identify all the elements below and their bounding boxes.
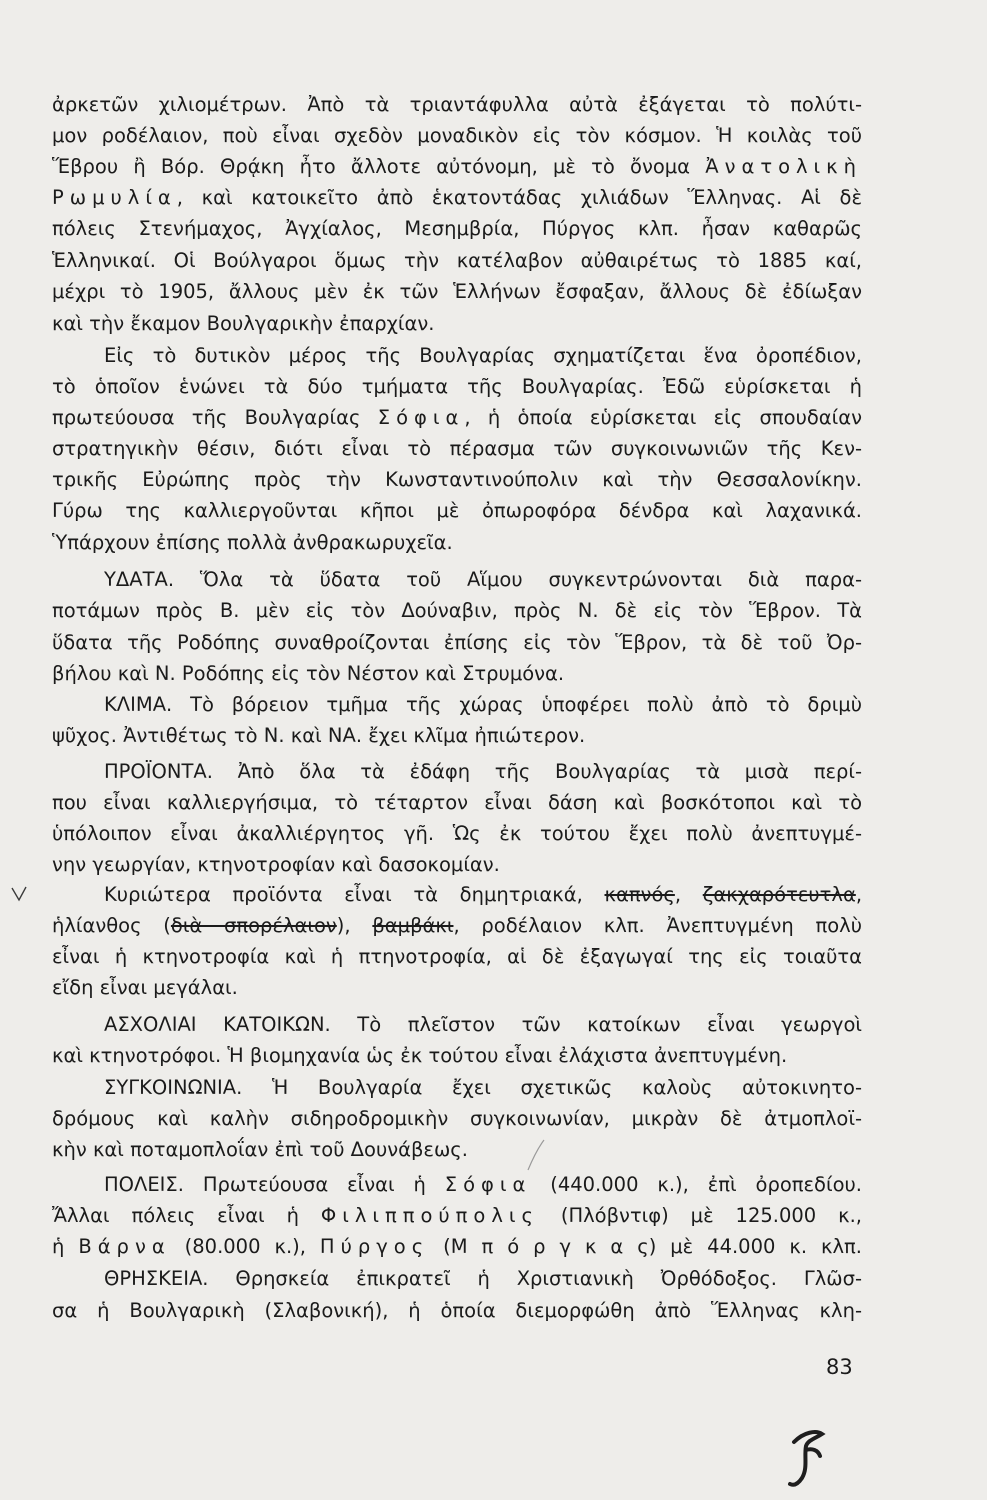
text-line-36	[52, 1201, 862, 1231]
spaced-term: Σόφια	[444, 1173, 532, 1196]
text-line-15: Ὑπάρχουν ἐπίσης πολλὰ ἀνθρακωρυχεῖα.	[52, 531, 453, 554]
text-line-20: ΚΛΙΜΑ. Τὸ βόρειον τμῆμα τῆς χώρας ὑποφέρει πολὺ ἀπὸ τὸ δριμὺ	[104, 693, 862, 716]
text-line-32: ΣΥΓΚΟΙΝΩΝΙΑ. Ἡ Βουλγαρία ἔχει σχετικῶς καλοὺς αὐτοκινητο-	[104, 1076, 862, 1099]
text-line-24: ὑπόλοιπον εἶναι ἀκαλλιέργητος γῆ. Ὡς ἐκ τούτου ἔχει πολὺ ἀνεπτυγμέ-	[52, 822, 862, 845]
text-line-39: σα ἡ Βουλγαρικὴ (Σλαβονική), ἡ ὁποία διεμορφώθη ἀπὸ Ἕλληνας κλη-	[52, 1299, 862, 1322]
text-line-19: βήλου καὶ Ν. Ροδόπης εἰς τὸν Νέστον καὶ Στρυμόνα.	[52, 662, 565, 685]
text-line-21: ψῦχος. Ἀντιθέτως τὸ Ν. καὶ ΝΑ. ἔχει κλῖμα ἠπιώτερον.	[52, 724, 586, 747]
text-line-22: ΠΡΟΪΟΝΤΑ. Ἀπὸ ὅλα τὰ ἐδάφη τῆς Βουλγαρίας τὰ μισὰ περί-	[104, 760, 862, 783]
text-line-26: Κυριώτερα προϊόντα εἶναι τὰ δημητριακά, καπνός, ζακχαρότευτλα,	[104, 883, 863, 906]
text-line-30: ΑΣΧΟΛΙΑΙ ΚΑΤΟΙΚΩΝ. Τὸ πλεῖστον τῶν κατοίκων εἶναι γεωργοὶ	[104, 1013, 862, 1036]
spaced-term: Σόφια	[377, 406, 465, 429]
text-line-5: πόλεις Στενήμαχος, Ἀγχίαλος, Μεσημβρία, Πύργος κλπ. ἦσαν καθαρῶς	[52, 217, 862, 240]
text-line-3	[52, 152, 862, 182]
text-line-14: Γύρω της καλλιεργοῦνται κῆποι μὲ ὀπωροφόρα δένδρα καὶ λαχανικά.	[52, 499, 862, 522]
text-line-9: Εἰς τὸ δυτικὸν μέρος τῆς Βουλγαρίας σχηματίζεται ἕνα ὀροπέδιον,	[104, 344, 862, 367]
text-line-6: Ἑλληνικαί. Οἱ Βούλγαροι ὅμως τὴν κατέλαβον αὐθαιρέτως τὸ 1885 καί,	[52, 249, 862, 272]
text-fragment: (80.000 κ.),	[170, 1235, 306, 1258]
text-fragment: Ἕβρου ἢ Βόρ. Θρᾴκη ἦτο ἄλλοτε αὐτόνομη, μὲ τὸ ὄνομα	[52, 155, 691, 178]
text-line-27: ἡλίανθος (διὰ σπορέλαιον), βαμβάκι, ροδέλαιον κλπ. Ἀνεπτυγμένη πολὺ	[52, 914, 862, 937]
spaced-term: Πύργος	[319, 1235, 430, 1258]
text-line-4: Ρωμυλία, καὶ κατοικεῖτο ἀπὸ ἑκατοντάδας χιλιάδων Ἕλληνας. Αἱ δὲ	[52, 186, 863, 209]
struck-word: διὰ σπορέλαιον	[170, 914, 337, 937]
text-fragment: Κυριώτερα προϊόντα εἶναι τὰ δημητριακά,	[104, 883, 583, 906]
text-line-7: μέχρι τὸ 1905, ἄλλους μὲν ἐκ τῶν Ἑλλήνων ἔσφαξαν, ἄλλους δὲ ἐδίωξαν	[52, 280, 862, 303]
text-line-33: δρόμους καὶ καλὴν σιδηροδρομικὴν συγκοινωνίαν, μικρὰν δὲ ἀτμοπλοϊ-	[52, 1107, 862, 1130]
text-line-28: εἶναι ἡ κτηνοτροφία καὶ ἡ πτηνοτροφία, αἱ δὲ ἐξαγωγαί της εἰς τοιαῦτα	[52, 945, 862, 968]
spaced-term: Ἀνατολικὴ	[705, 155, 862, 178]
text-fragment: ΠΟΛΕΙΣ. Πρωτεύουσα εἶναι ἡ	[104, 1173, 426, 1196]
text-line-13: τρικῆς Εὐρώπης πρὸς τὴν Κωνσταντινούπολιν καὶ τὴν Θεσσαλονίκην.	[52, 468, 862, 491]
text-fragment: , ἡ ὁποία εὑρίσκεται εἰς σπουδαίαν	[464, 406, 862, 429]
text-line-8: καὶ τὴν ἔκαμον Βουλγαρικὴν ἐπαρχίαν.	[52, 312, 435, 335]
page-number: 83	[826, 1355, 853, 1379]
text-line-31: καὶ κτηνοτρόφοι. Ἡ βιομηχανία ὡς ἐκ τούτου εἶναι ἐλάχιστα ἀνεπτυγμένη.	[52, 1044, 788, 1067]
text-line-37	[52, 1232, 862, 1262]
text-fragment: ροδέλαιον κλπ. Ἀνεπτυγμένη πολὺ	[459, 914, 862, 937]
text-fragment: ἡλίανθος (	[52, 914, 171, 937]
text-line-29: εἴδη εἶναι μεγάλαι.	[52, 976, 238, 999]
text-line-11	[52, 403, 862, 433]
margin-check-mark-icon	[10, 884, 28, 908]
text-line-2: μον ροδέλαιον, ποὺ εἶναι σχεδὸν μοναδικὸν εἰς τὸν κόσμον. Ἡ κοιλὰς τοῦ	[52, 124, 862, 147]
spaced-term: Ρωμυλία	[52, 186, 177, 209]
text-line-17: ποτάμων πρὸς Β. μὲν εἰς τὸν Δούναβιν, πρὸς Ν. δὲ εἰς τὸν Ἕβρον. Τὰ	[52, 599, 862, 622]
text-fragment: καὶ κατοικεῖτο ἀπὸ ἑκατοντάδας χιλιάδων Ἕλληνας. Αἱ δὲ	[201, 186, 863, 209]
text-line-34: κὴν καὶ ποταμοπλοΐαν ἐπὶ τοῦ Δουνάβεως.	[52, 1138, 468, 1161]
text-line-16: ΥΔΑΤΑ. Ὅλα τὰ ὕδατα τοῦ Αἵμου συγκεντρώνονται διὰ παρα-	[104, 568, 862, 591]
text-line-1: ἀρκετῶν χιλιομέτρων. Ἀπὸ τὰ τριαντάφυλλα αὐτὰ ἐξάγεται τὸ πολύτι-	[52, 93, 862, 116]
text-line-12: στρατηγικὴν θέσιν, διότι εἶναι τὸ πέρασμα τῶν συγκοινωνιῶν τῆς Κεν-	[52, 437, 862, 460]
pencil-stroke-icon	[524, 1138, 548, 1172]
struck-word: βαμβάκι	[372, 914, 454, 937]
text-line-10: τὸ ὁποῖον ἑνώνει τὰ δύο τμήματα τῆς Βουλγαρίας. Ἐδῶ εὑρίσκεται ἡ	[52, 375, 862, 398]
text-fragment: Ἄλλαι πόλεις εἶναι ἡ	[52, 1204, 299, 1227]
text-line-38: ΘΡΗΣΚΕΙΑ. Θρησκεία ἐπικρατεῖ ἡ Χριστιανικὴ Ὀρθόδοξος. Γλῶσ-	[104, 1267, 862, 1290]
text-line-35	[104, 1170, 862, 1200]
text-line-18: ὕδατα τῆς Ροδόπης συναθροίζονται ἐπίσης εἰς τὸν Ἕβρον, τὰ δὲ τοῦ Ὀρ-	[52, 631, 862, 654]
text-fragment: (440.000 κ.), ἐπὶ ὀροπεδίου.	[531, 1173, 862, 1196]
text-fragment: (Πλόβντιφ) μὲ 125.000 κ.,	[538, 1204, 863, 1227]
text-fragment: (Μ π ό ρ γ κ α ς) μὲ 44.000 κ. κλπ.	[429, 1235, 862, 1258]
handwritten-mark-icon	[786, 1420, 830, 1492]
spaced-term: Φιλιππούπολις	[320, 1204, 539, 1227]
text-line-25: νην γεωργίαν, κτηνοτροφίαν καὶ δασοκομίαν.	[52, 853, 500, 876]
struck-word: καπνός	[604, 883, 675, 906]
spaced-term: Βάρνα	[78, 1235, 171, 1258]
text-fragment: ἡ	[52, 1235, 65, 1258]
text-fragment: πρωτεύουσα τῆς Βουλγαρίας	[52, 406, 361, 429]
text-line-23: που εἶναι καλλιεργήσιμα, τὸ τέταρτον εἶναι δάση καὶ βοσκότοποι καὶ τὸ	[52, 791, 862, 814]
struck-word: ζακχαρότευτλα	[702, 883, 856, 906]
